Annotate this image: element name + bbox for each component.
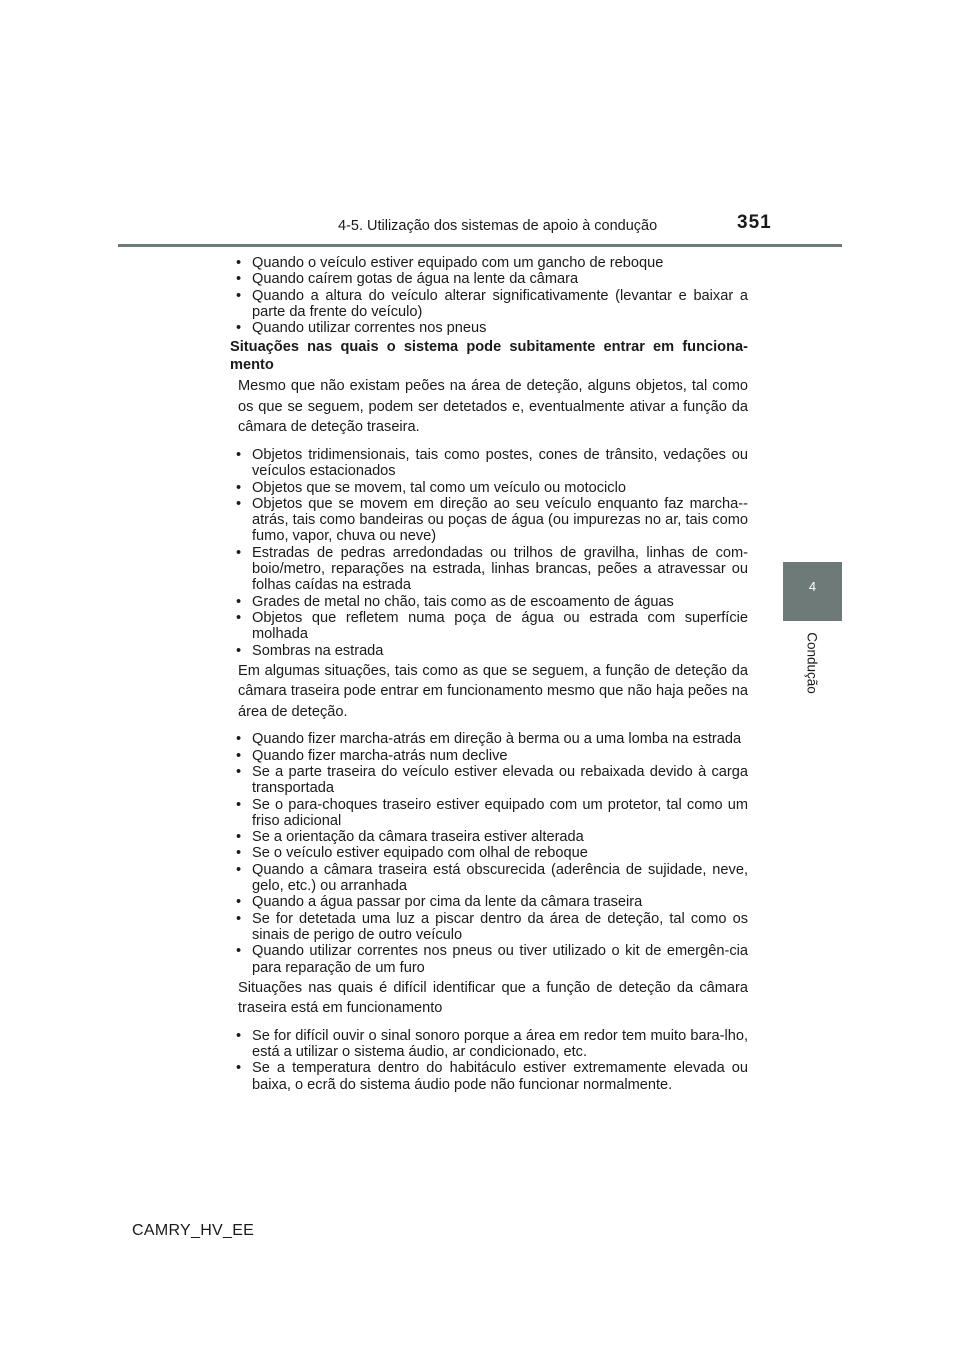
paragraph-intro: Mesmo que não existam peões na área de deteção, alguns objetos, tal como os que se seguem, podem ser detetados e, eventualmente ativar a função da câmara de deteção traseira. (238, 378, 748, 436)
paragraph-situations: Em algumas situações, tais como as que se seguem, a função de deteção da câmara traseira pode entrar em funcionamento mesmo que não haja peões na área de deteção. (238, 662, 748, 720)
list-item: • Se for difícil ouvir o sinal sonoro porque a área em redor tem muito bara-lho, está a utilizar o sistema áudio, ar condicionado, etc. (230, 1028, 748, 1061)
page-number: 351 (737, 212, 772, 233)
list-item: • Se a orientação da câmara traseira estiver alterada (230, 829, 748, 845)
main-content (230, 255, 748, 1093)
list-item: • Objetos tridimensionais, tais como postes, cones de trânsito, vedações ou veículos estacionados (230, 447, 748, 480)
list-item: • Se o veículo estiver equipado com olhal de reboque (230, 845, 748, 861)
section-title: 4-5. Utilização dos sistemas de apoio à condução (338, 218, 658, 234)
chapter-tab[interactable] (783, 562, 842, 621)
bullet-list-2 (230, 447, 748, 659)
list-item: • Objetos que se movem em direção ao seu veículo enquanto faz marcha--atrás, tais como bandeiras ou poças de água (ou impurezas no ar, tais como fumo, vapor, chuva ou neve) (230, 496, 748, 545)
list-item: • Sombras na estrada (230, 643, 748, 659)
list-item: • Objetos que refletem numa poça de água ou estrada com superfície molhada (230, 610, 748, 643)
list-item: • Estradas de pedras arredondadas ou trilhos de gravilha, linhas de com-boio/metro, reparações na estrada, linhas brancas, peões a atravessar ou folhas caídas na estrada (230, 545, 748, 594)
list-item: • Quando o veículo estiver equipado com um gancho de reboque (230, 255, 748, 271)
list-item: • Quando a câmara traseira está obscurecida (aderência de sujidade, neve, gelo, etc.) ou arranhada (230, 862, 748, 895)
list-item: • Se a temperatura dentro do habitáculo estiver extremamente elevada ou baixa, o ecrã do sistema áudio pode não funcionar normalmente. (230, 1060, 748, 1093)
list-item: • Grades de metal no chão, tais como as de escoamento de águas (230, 594, 748, 610)
chapter-tab-number: 4 (808, 579, 817, 594)
list-item: • Quando utilizar correntes nos pneus ou tiver utilizado o kit de emergên-cia para reparação de um furo (230, 943, 748, 976)
list-item: • Quando a água passar por cima da lente da câmara traseira (230, 894, 748, 910)
list-item: • Quando fizer marcha-atrás em direção à berma ou a uma lomba na estrada (230, 731, 748, 747)
list-item: • Objetos que se movem, tal como um veículo ou motociclo (230, 480, 748, 496)
list-item: • Se a parte traseira do veículo estiver elevada ou rebaixada devido à carga transportada (230, 764, 748, 797)
paragraph-identification: Situações nas quais é difícil identificar que a função de deteção da câmara traseira está em funcionamento (238, 979, 748, 1017)
bullet-list-4 (230, 1028, 748, 1093)
section-heading: Situações nas quais o sistema pode subitamente entrar em funciona-mento (230, 339, 748, 374)
list-item: • Quando utilizar correntes nos pneus (230, 320, 748, 336)
chapter-side-label-text: Condução (804, 632, 820, 694)
bullet-list-1 (230, 255, 748, 336)
bullet-list-3 (230, 731, 748, 975)
list-item: • Quando caírem gotas de água na lente da câmara (230, 271, 748, 287)
header-divider (118, 244, 842, 247)
document-code: CAMRY_HV_EE (132, 1222, 255, 1239)
list-item: • Quando a altura do veículo alterar significativamente (levantar e baixar a parte da frente do veículo) (230, 288, 748, 321)
list-item: • Se for detetada uma luz a piscar dentro da área de deteção, tal como os sinais de perigo de outro veículo (230, 911, 748, 944)
list-item: • Quando fizer marcha-atrás num declive (230, 748, 748, 764)
list-item: • Se o para-choques traseiro estiver equipado com um protetor, tal como um friso adicional (230, 797, 748, 830)
